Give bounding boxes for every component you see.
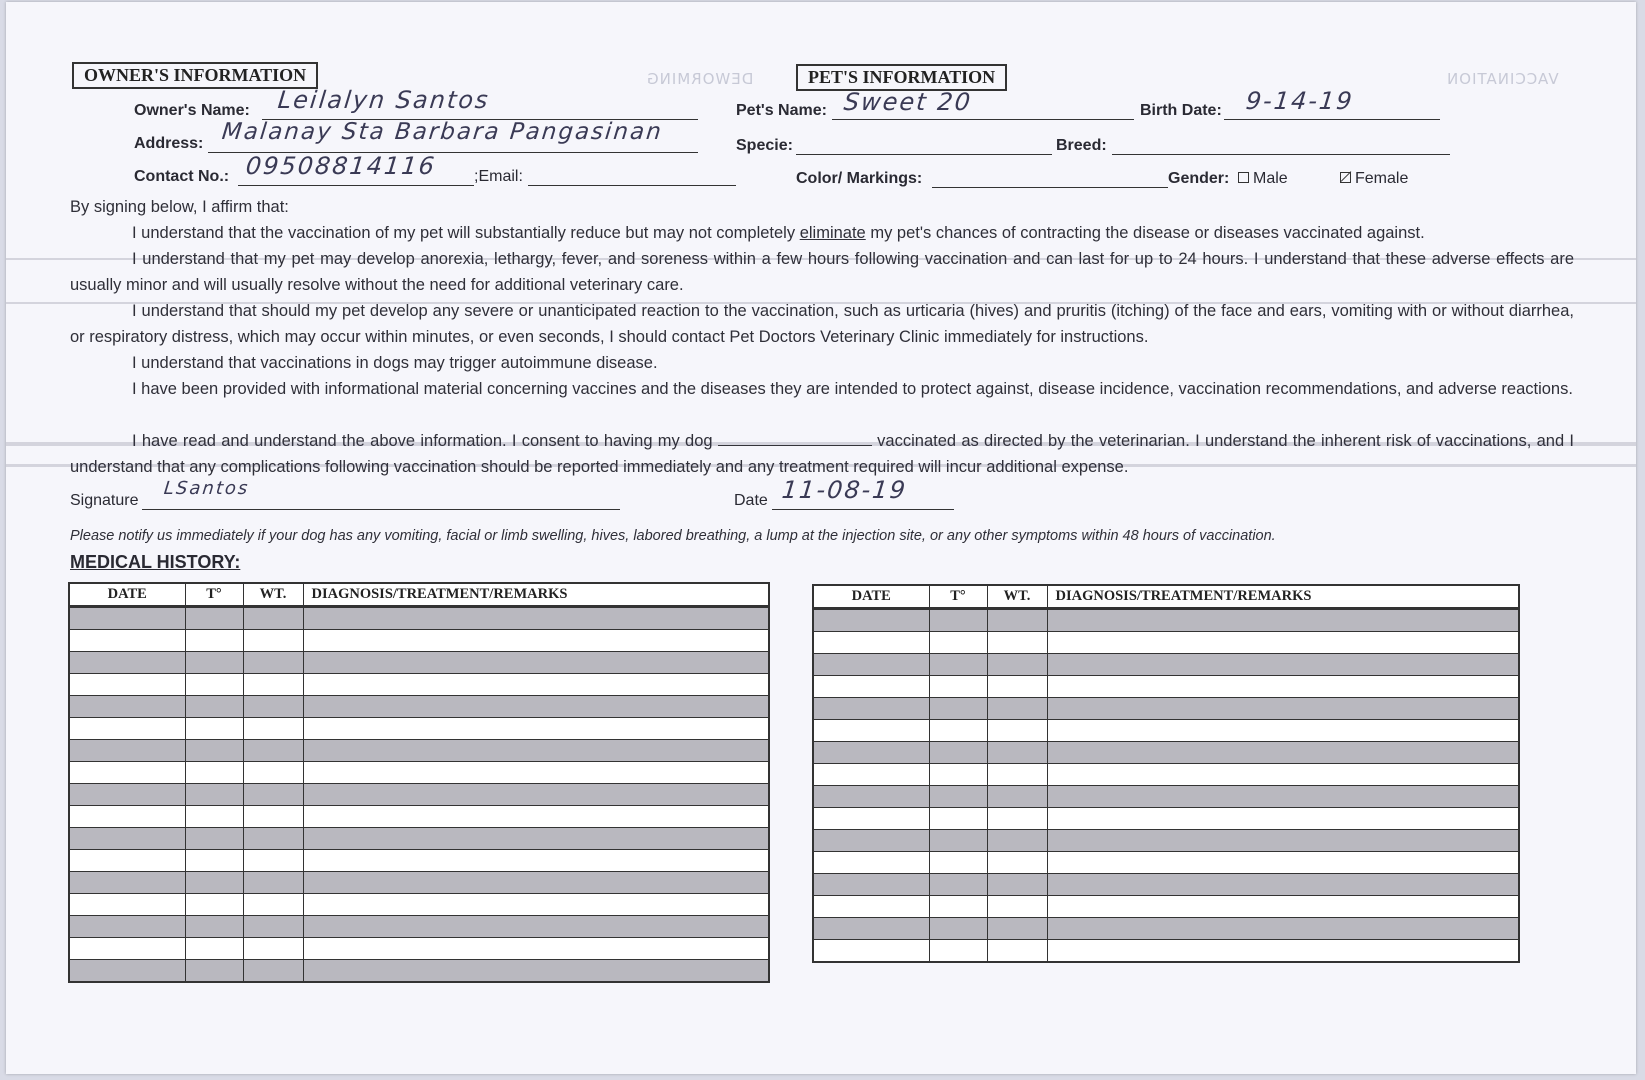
consent-paragraph-2 <box>70 246 1574 298</box>
table-cell[interactable] <box>303 652 769 674</box>
gender-female-label: Female <box>1355 170 1409 187</box>
column-header-diagnosis: DIAGNOSIS/TREATMENT/REMARKS <box>1047 585 1519 609</box>
table-row <box>69 696 769 718</box>
table-cell[interactable] <box>1047 632 1519 654</box>
table-cell[interactable] <box>243 850 303 872</box>
column-header-date: DATE <box>69 583 185 607</box>
vaccination-notice: Please notify us immediately if your dog has any vomiting, facial or limb swelling, hives, labored breathing, a lump at the injection site, or any other symptoms within 48 hours of vaccination. <box>70 528 1276 544</box>
male-checkbox[interactable] <box>1238 172 1249 183</box>
table-cell[interactable] <box>185 784 243 806</box>
table-row <box>813 874 1519 896</box>
table-row <box>69 784 769 806</box>
table-cell[interactable] <box>1047 720 1519 742</box>
table-row <box>813 830 1519 852</box>
birth-date-line <box>1224 119 1440 120</box>
table-cell[interactable] <box>303 894 769 916</box>
table-cell[interactable] <box>69 806 185 828</box>
table-cell[interactable] <box>69 894 185 916</box>
table-cell[interactable] <box>1047 764 1519 786</box>
table-cell[interactable] <box>813 940 929 963</box>
contact-value[interactable]: 09508814116 <box>244 152 438 180</box>
table-row <box>813 654 1519 676</box>
table-row <box>813 698 1519 720</box>
table-cell[interactable] <box>1047 918 1519 940</box>
table-cell[interactable] <box>69 718 185 740</box>
table-cell[interactable] <box>185 718 243 740</box>
table-row <box>813 632 1519 654</box>
table-row <box>69 607 769 630</box>
table-cell[interactable] <box>69 607 185 630</box>
table-cell[interactable] <box>813 874 929 896</box>
table-cell[interactable] <box>303 960 769 983</box>
table-cell[interactable] <box>243 762 303 784</box>
owner-info-header: OWNER'S INFORMATION <box>72 62 318 89</box>
table-row <box>813 852 1519 874</box>
table-cell[interactable] <box>185 872 243 894</box>
table-cell[interactable] <box>69 762 185 784</box>
consent-paragraph-5 <box>70 376 1574 402</box>
pet-info-header: PET'S INFORMATION <box>796 64 1007 91</box>
table-cell[interactable] <box>303 784 769 806</box>
table-cell[interactable] <box>987 852 1047 874</box>
table-cell[interactable] <box>987 786 1047 808</box>
column-header-diagnosis: DIAGNOSIS/TREATMENT/REMARKS <box>303 583 769 607</box>
table-row <box>69 630 769 652</box>
table-cell[interactable] <box>185 696 243 718</box>
table-cell[interactable] <box>929 940 987 963</box>
consent-p4-text: I understand that vaccinations in dogs may trigger autoimmune disease. <box>132 354 658 372</box>
table-cell[interactable] <box>69 872 185 894</box>
table-cell[interactable] <box>185 850 243 872</box>
date-label: Date <box>734 492 768 509</box>
address-label: Address: <box>134 135 204 152</box>
date-line <box>772 509 954 510</box>
scan-artifact-line <box>6 258 1636 260</box>
table-cell[interactable] <box>69 674 185 696</box>
table-cell[interactable] <box>1047 786 1519 808</box>
consent-paragraph-6 <box>70 428 1574 480</box>
table-cell[interactable] <box>243 607 303 630</box>
table-cell[interactable] <box>243 828 303 850</box>
table-cell[interactable] <box>929 720 987 742</box>
table-cell[interactable] <box>987 720 1047 742</box>
table-cell[interactable] <box>987 874 1047 896</box>
consent-paragraph-1 <box>70 220 1574 246</box>
table-cell[interactable] <box>1047 609 1519 632</box>
table-cell[interactable] <box>1047 742 1519 764</box>
table-cell[interactable] <box>987 698 1047 720</box>
table-cell[interactable] <box>303 806 769 828</box>
column-header-temp: T° <box>185 583 243 607</box>
table-cell[interactable] <box>243 960 303 983</box>
table-row <box>69 806 769 828</box>
consent-p1-underlined: eliminate <box>799 224 866 242</box>
consent-paragraph-4 <box>70 350 1574 376</box>
table-cell[interactable] <box>929 609 987 632</box>
table-cell[interactable] <box>987 918 1047 940</box>
table-cell[interactable] <box>243 740 303 762</box>
table-cell[interactable] <box>929 632 987 654</box>
table-cell[interactable] <box>929 874 987 896</box>
table-cell[interactable] <box>929 742 987 764</box>
table-cell[interactable] <box>303 916 769 938</box>
table-cell[interactable] <box>185 607 243 630</box>
table-row <box>69 674 769 696</box>
table-cell[interactable] <box>813 918 929 940</box>
gender-label: Gender: <box>1168 170 1230 187</box>
consent-p2-text: I understand that my pet may develop anorexia, lethargy, fever, and soreness within a few hours following vaccination and can last for up to 24 hours. I understand that these adverse effects are usually minor and will usually resolve without the need for additional veterinary care. <box>70 250 1574 294</box>
table-row <box>813 609 1519 632</box>
column-header-date: DATE <box>813 585 929 609</box>
table-cell[interactable] <box>987 940 1047 963</box>
pet-name-value[interactable]: Sweet 20 <box>842 88 974 116</box>
table-cell[interactable] <box>813 764 929 786</box>
table-cell[interactable] <box>813 654 929 676</box>
table-cell[interactable] <box>1047 698 1519 720</box>
table-cell[interactable] <box>69 916 185 938</box>
female-checkbox[interactable] <box>1340 172 1351 183</box>
table-cell[interactable] <box>1047 676 1519 698</box>
table-cell[interactable] <box>1047 808 1519 830</box>
consent-p1-end: my pet's chances of contracting the disease or diseases vaccinated against. <box>865 224 1425 242</box>
form-sheet <box>6 2 1636 1074</box>
table-cell[interactable] <box>987 830 1047 852</box>
table-cell[interactable] <box>929 896 987 918</box>
table-row <box>813 676 1519 698</box>
table-cell[interactable] <box>303 674 769 696</box>
column-header-weight: WT. <box>243 583 303 607</box>
table-cell[interactable] <box>243 652 303 674</box>
pet-name-label: Pet's Name: <box>736 102 827 119</box>
table-cell[interactable] <box>987 676 1047 698</box>
table-row <box>813 786 1519 808</box>
table-cell[interactable] <box>185 828 243 850</box>
table-row <box>69 894 769 916</box>
table-cell[interactable] <box>1047 896 1519 918</box>
contact-label: Contact No.: <box>134 168 230 185</box>
table-row <box>69 872 769 894</box>
table-cell[interactable] <box>987 742 1047 764</box>
medical-history-title: MEDICAL HISTORY: <box>70 552 241 572</box>
table-row <box>813 896 1519 918</box>
table-cell[interactable] <box>303 872 769 894</box>
table-cell[interactable] <box>929 808 987 830</box>
table-cell[interactable] <box>303 607 769 630</box>
table-cell[interactable] <box>813 742 929 764</box>
specie-line[interactable] <box>796 154 1052 155</box>
table-cell[interactable] <box>185 652 243 674</box>
table-cell[interactable] <box>243 718 303 740</box>
table-cell[interactable] <box>185 674 243 696</box>
table-row <box>813 808 1519 830</box>
signature-label: Signature <box>70 492 139 509</box>
table-cell[interactable] <box>1047 830 1519 852</box>
table-cell[interactable] <box>69 850 185 872</box>
consent-p3-text: I understand that should my pet develop any severe or unanticipated reaction to the vaccination, such as urticaria (hives) and pruritis (itching) of the face and ears, vomiting with or without diarrhea, or respiratory distress, which may occur within minutes, or even seconds, I should contact Pet Doctors Veterinary Clinic immediately for instructions. <box>70 302 1574 346</box>
table-cell[interactable] <box>929 698 987 720</box>
breed-line[interactable] <box>1112 154 1450 155</box>
table-row <box>69 850 769 872</box>
table-cell[interactable] <box>69 630 185 652</box>
owner-name-label: Owner's Name: <box>134 102 250 119</box>
date-value[interactable]: 11-08-19 <box>780 476 909 504</box>
consent-p1-start: I understand that the vaccination of my pet will substantially reduce but may not completely <box>132 224 800 242</box>
color-markings-label: Color/ Markings: <box>796 170 923 187</box>
table-cell[interactable] <box>185 960 243 983</box>
gender-female-option[interactable] <box>1340 170 1408 188</box>
table-cell[interactable] <box>813 632 929 654</box>
scan-artifact-line <box>6 464 1636 467</box>
table-cell[interactable] <box>813 830 929 852</box>
table-cell[interactable] <box>1047 654 1519 676</box>
table-cell[interactable] <box>813 896 929 918</box>
table-cell[interactable] <box>243 806 303 828</box>
table-row <box>69 938 769 960</box>
table-cell[interactable] <box>69 740 185 762</box>
breed-label: Breed: <box>1056 137 1107 154</box>
table-cell[interactable] <box>987 609 1047 632</box>
consent-intro: By signing below, I affirm that: <box>70 198 289 216</box>
signature-line <box>142 509 620 510</box>
scan-artifact-line <box>6 302 1636 304</box>
table-cell[interactable] <box>303 630 769 652</box>
gender-male-label: Male <box>1253 170 1288 187</box>
table-cell[interactable] <box>185 740 243 762</box>
owner-name-value[interactable]: Leilalyn Santos <box>276 86 492 114</box>
table-cell[interactable] <box>303 938 769 960</box>
table-cell[interactable] <box>185 916 243 938</box>
table-cell[interactable] <box>185 894 243 916</box>
table-cell[interactable] <box>813 720 929 742</box>
table-row <box>69 740 769 762</box>
table-cell[interactable] <box>185 938 243 960</box>
table-cell[interactable] <box>243 872 303 894</box>
gender-male-option[interactable] <box>1238 170 1288 188</box>
table-cell[interactable] <box>987 654 1047 676</box>
table-cell[interactable] <box>303 696 769 718</box>
table-cell[interactable] <box>185 630 243 652</box>
consent-p6-start: I have read and understand the above information. I consent to having my dog <box>132 432 718 450</box>
table-row <box>813 764 1519 786</box>
column-header-weight: WT. <box>987 585 1047 609</box>
birth-date-value[interactable]: 9-14-19 <box>1244 87 1356 115</box>
table-cell[interactable] <box>813 786 929 808</box>
table-row <box>69 652 769 674</box>
email-line[interactable] <box>528 185 736 186</box>
consent-paragraph-3 <box>70 298 1574 350</box>
table-row <box>813 918 1519 940</box>
table-cell[interactable] <box>929 786 987 808</box>
table-cell[interactable] <box>929 830 987 852</box>
table-row <box>813 940 1519 963</box>
table-cell[interactable] <box>243 938 303 960</box>
table-cell[interactable] <box>1047 940 1519 963</box>
table-cell[interactable] <box>243 894 303 916</box>
pet-name-line <box>832 119 1134 120</box>
table-cell[interactable] <box>185 762 243 784</box>
table-cell[interactable] <box>243 674 303 696</box>
scan-artifact-line <box>6 442 1636 446</box>
table-cell[interactable] <box>1047 874 1519 896</box>
table-cell[interactable] <box>929 676 987 698</box>
consent-p5-text: I have been provided with informational material concerning vaccines and the diseases they are intended to protect against, disease incidence, vaccination recommendations, and adverse reactions. <box>132 380 1573 398</box>
table-cell[interactable] <box>185 806 243 828</box>
table-row <box>69 718 769 740</box>
table-cell[interactable] <box>987 896 1047 918</box>
table-row <box>69 828 769 850</box>
column-header-temp: T° <box>929 585 987 609</box>
table-cell[interactable] <box>69 696 185 718</box>
table-row <box>69 916 769 938</box>
table-cell[interactable] <box>813 698 929 720</box>
bleed-through-text-right: VACCINATION <box>1446 70 1559 88</box>
medical-history-table-right <box>812 584 1520 963</box>
specie-label: Specie: <box>736 137 793 154</box>
table-cell[interactable] <box>929 764 987 786</box>
table-cell[interactable] <box>929 852 987 874</box>
table-cell[interactable] <box>303 850 769 872</box>
bleed-through-text-left: DEWORMING <box>646 70 754 88</box>
table-row <box>69 762 769 784</box>
table-cell[interactable] <box>987 632 1047 654</box>
birth-date-label: Birth Date: <box>1140 102 1222 119</box>
table-cell[interactable] <box>243 916 303 938</box>
consent-p6-end: vaccinated as directed by the veterinarian. I understand the inherent risk of vaccinations, and I understand that any complications following vaccination should be reported immediately and any treatment required will incur additional expense. <box>70 432 1574 476</box>
table-cell[interactable] <box>69 784 185 806</box>
table-cell[interactable] <box>69 828 185 850</box>
table-cell[interactable] <box>303 740 769 762</box>
signature-value[interactable]: LSantos <box>162 478 251 499</box>
table-cell[interactable] <box>243 630 303 652</box>
table-cell[interactable] <box>813 609 929 632</box>
table-cell[interactable] <box>1047 852 1519 874</box>
table-cell[interactable] <box>69 938 185 960</box>
table-cell[interactable] <box>303 828 769 850</box>
table-cell[interactable] <box>813 676 929 698</box>
table-cell[interactable] <box>243 784 303 806</box>
table-cell[interactable] <box>303 762 769 784</box>
table-cell[interactable] <box>987 764 1047 786</box>
table-cell[interactable] <box>243 696 303 718</box>
medical-history-table-left <box>68 582 770 983</box>
table-cell[interactable] <box>69 652 185 674</box>
table-cell[interactable] <box>929 654 987 676</box>
table-row <box>813 742 1519 764</box>
table-cell[interactable] <box>303 718 769 740</box>
table-cell[interactable] <box>813 808 929 830</box>
contact-line <box>238 185 474 186</box>
table-cell[interactable] <box>813 852 929 874</box>
address-value[interactable]: Malanay Sta Barbara Pangasinan <box>220 119 665 145</box>
table-cell[interactable] <box>929 918 987 940</box>
color-markings-line[interactable] <box>932 187 1168 188</box>
email-label: ;Email: <box>474 168 523 185</box>
table-cell[interactable] <box>987 808 1047 830</box>
table-row <box>813 720 1519 742</box>
table-cell[interactable] <box>69 960 185 983</box>
table-row <box>69 960 769 983</box>
